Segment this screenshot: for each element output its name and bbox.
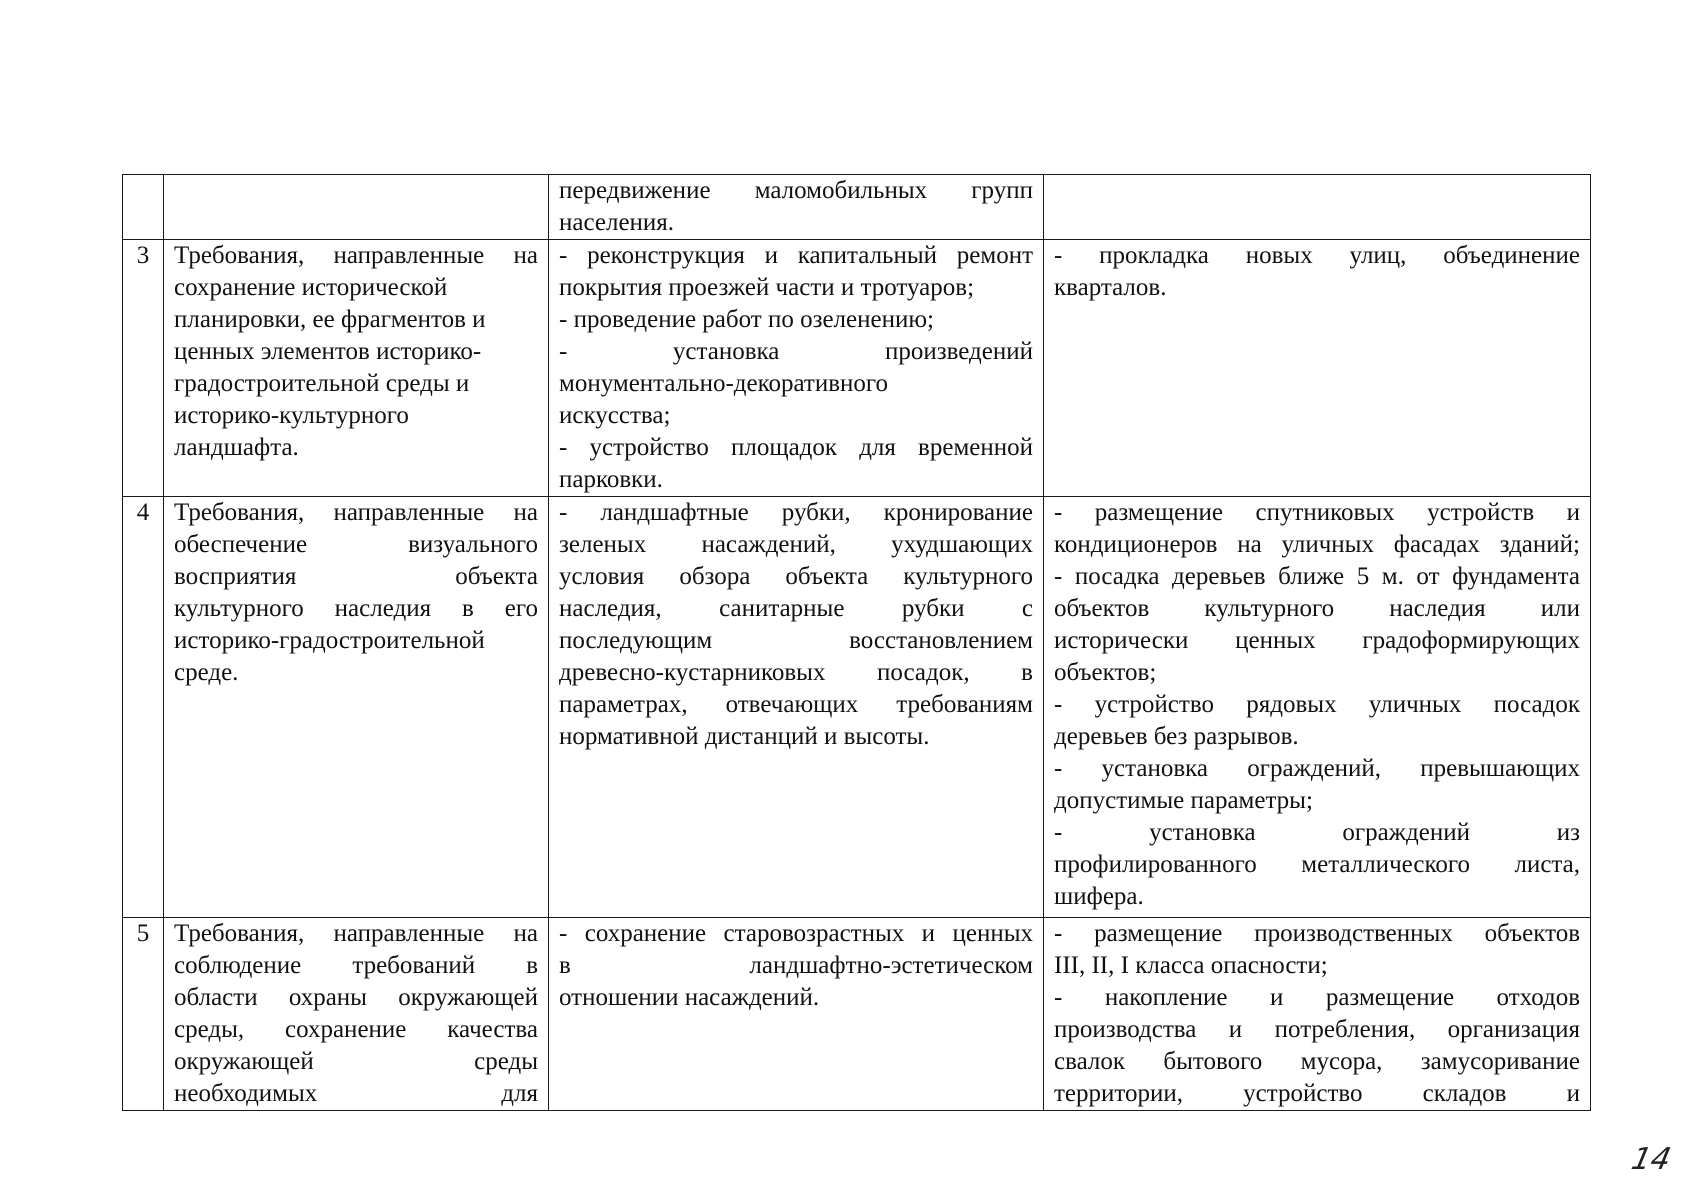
cell-text-line: Требования, направленные на — [174, 242, 538, 269]
cell-text-line: - прокладка новых улиц, объединение — [1054, 242, 1580, 269]
cell-text-line: населения. — [559, 209, 675, 236]
cell-text-line: историко-градостроительной — [174, 627, 485, 654]
cell-text-line: - размещение производственных объектов — [1054, 920, 1580, 947]
cell-text-line: нормативной дистанций и высоты. — [559, 723, 930, 750]
cell-text-line: окружающей среды — [174, 1048, 538, 1075]
cell-text-line: отношении насаждений. — [559, 984, 820, 1011]
cell-text-line: шифера. — [1054, 883, 1144, 910]
cell-text-line: - проведение работ по озеленению; — [559, 306, 934, 333]
cell-text-line: исторически ценных градоформирующих — [1054, 627, 1580, 654]
cell-text-line: градостроительной среды и — [174, 370, 470, 397]
cell-text-line: допустимые параметры; — [1054, 787, 1313, 814]
row-number-cell: 4 — [123, 497, 164, 918]
cell-text-line: производства и потребления, организация — [1054, 1016, 1580, 1043]
row-number-cell: 5 — [123, 918, 164, 1111]
page-number: 14 — [1628, 1142, 1674, 1177]
cell-text-line: - размещение спутниковых устройств и — [1054, 499, 1580, 526]
allowed-measures-cell — [549, 240, 1044, 497]
cell-text-line: восприятия объекта — [174, 563, 538, 590]
requirement-cell — [164, 175, 549, 240]
cell-text-line: зеленых насаждений, ухудшающих — [559, 531, 1033, 558]
requirements-table — [122, 174, 1591, 1111]
cell-text-line: древесно-кустарниковых посадок, в — [559, 659, 1033, 686]
cell-text-line: - устройство площадок для временной — [559, 434, 1033, 461]
cell-text-line: историко-культурного — [174, 402, 409, 429]
cell-text-line: параметрах, отвечающих требованиям — [559, 691, 1033, 718]
cell-text-line: парковки. — [559, 466, 663, 493]
cell-text-line: профилированного металлического листа, — [1054, 851, 1580, 878]
cell-text-line: последующим восстановлением — [559, 627, 1033, 654]
requirement-cell — [164, 497, 549, 918]
allowed-measures-cell — [549, 175, 1044, 240]
cell-text-line: деревьев без разрывов. — [1054, 723, 1299, 750]
prohibited-measures-cell — [1044, 497, 1591, 918]
cell-text-line: - установка ограждений, превышающих — [1054, 755, 1580, 782]
cell-text-line: наследия, санитарные рубки с — [559, 595, 1033, 622]
cell-text-line: - установка ограждений из — [1054, 819, 1580, 846]
cell-text-line: - сохранение старовозрастных и ценных — [559, 920, 1033, 947]
table-row — [123, 240, 1591, 497]
allowed-measures-cell — [549, 918, 1044, 1111]
cell-text-line: ценных элементов историко- — [174, 338, 482, 365]
requirement-cell — [164, 918, 549, 1111]
allowed-measures-cell — [549, 497, 1044, 918]
table-body — [123, 175, 1591, 1111]
cell-text-line: свалок бытового мусора, замусоривание — [1054, 1048, 1580, 1075]
cell-text-line: кондиционеров на уличных фасадах зданий; — [1054, 531, 1580, 558]
cell-text-line: искусства; — [559, 402, 671, 429]
cell-text-line: - установка произведений — [559, 338, 1033, 365]
requirement-cell — [164, 240, 549, 497]
cell-text-line: объектов культурного наследия или — [1054, 595, 1580, 622]
table-row — [123, 497, 1591, 918]
table-row — [123, 918, 1591, 1111]
cell-text-line: ландшафта. — [174, 434, 299, 461]
cell-text-line: сохранение исторической — [174, 274, 448, 301]
row-number-cell — [123, 175, 164, 240]
cell-text-line: - ландшафтные рубки, кронирование — [559, 499, 1033, 526]
cell-text-line: среде. — [174, 659, 239, 686]
cell-text-line: Требования, направленные на — [174, 920, 538, 947]
cell-text-line: необходимых для — [174, 1080, 538, 1107]
cell-text-line: кварталов. — [1054, 274, 1167, 301]
cell-text-line: среды, сохранение качества — [174, 1016, 538, 1043]
cell-text-line: передвижение маломобильных групп — [559, 177, 1033, 204]
cell-text-line: объектов; — [1054, 659, 1157, 686]
cell-text-line: - устройство рядовых уличных посадок — [1054, 691, 1580, 718]
cell-text-line: территории, устройство складов и — [1054, 1080, 1580, 1107]
cell-text-line: - посадка деревьев ближе 5 м. от фундамента — [1054, 563, 1580, 590]
prohibited-measures-cell — [1044, 240, 1591, 497]
cell-text-line: - реконструкция и капитальный ремонт — [559, 242, 1033, 269]
cell-text-line: - накопление и размещение отходов — [1054, 984, 1580, 1011]
cell-text-line: монументально-декоративного — [559, 370, 889, 397]
prohibited-measures-cell — [1044, 918, 1591, 1111]
cell-text-line: III, II, I класса опасности; — [1054, 952, 1328, 979]
prohibited-measures-cell — [1044, 175, 1591, 240]
cell-text-line: покрытия проезжей части и тротуаров; — [559, 274, 975, 301]
row-number-cell: 3 — [123, 240, 164, 497]
cell-text-line: планировки, ее фрагментов и — [174, 306, 486, 333]
table-row — [123, 175, 1591, 240]
cell-text-line: соблюдение требований в — [174, 952, 538, 979]
cell-text-line: культурного наследия в его — [174, 595, 538, 622]
cell-text-line: обеспечение визуального — [174, 531, 538, 558]
cell-text-line: условия обзора объекта культурного — [559, 563, 1033, 590]
cell-text-line: Требования, направленные на — [174, 499, 538, 526]
cell-text-line: области охраны окружающей — [174, 984, 538, 1011]
cell-text-line: в ландшафтно-эстетическом — [559, 952, 1033, 979]
